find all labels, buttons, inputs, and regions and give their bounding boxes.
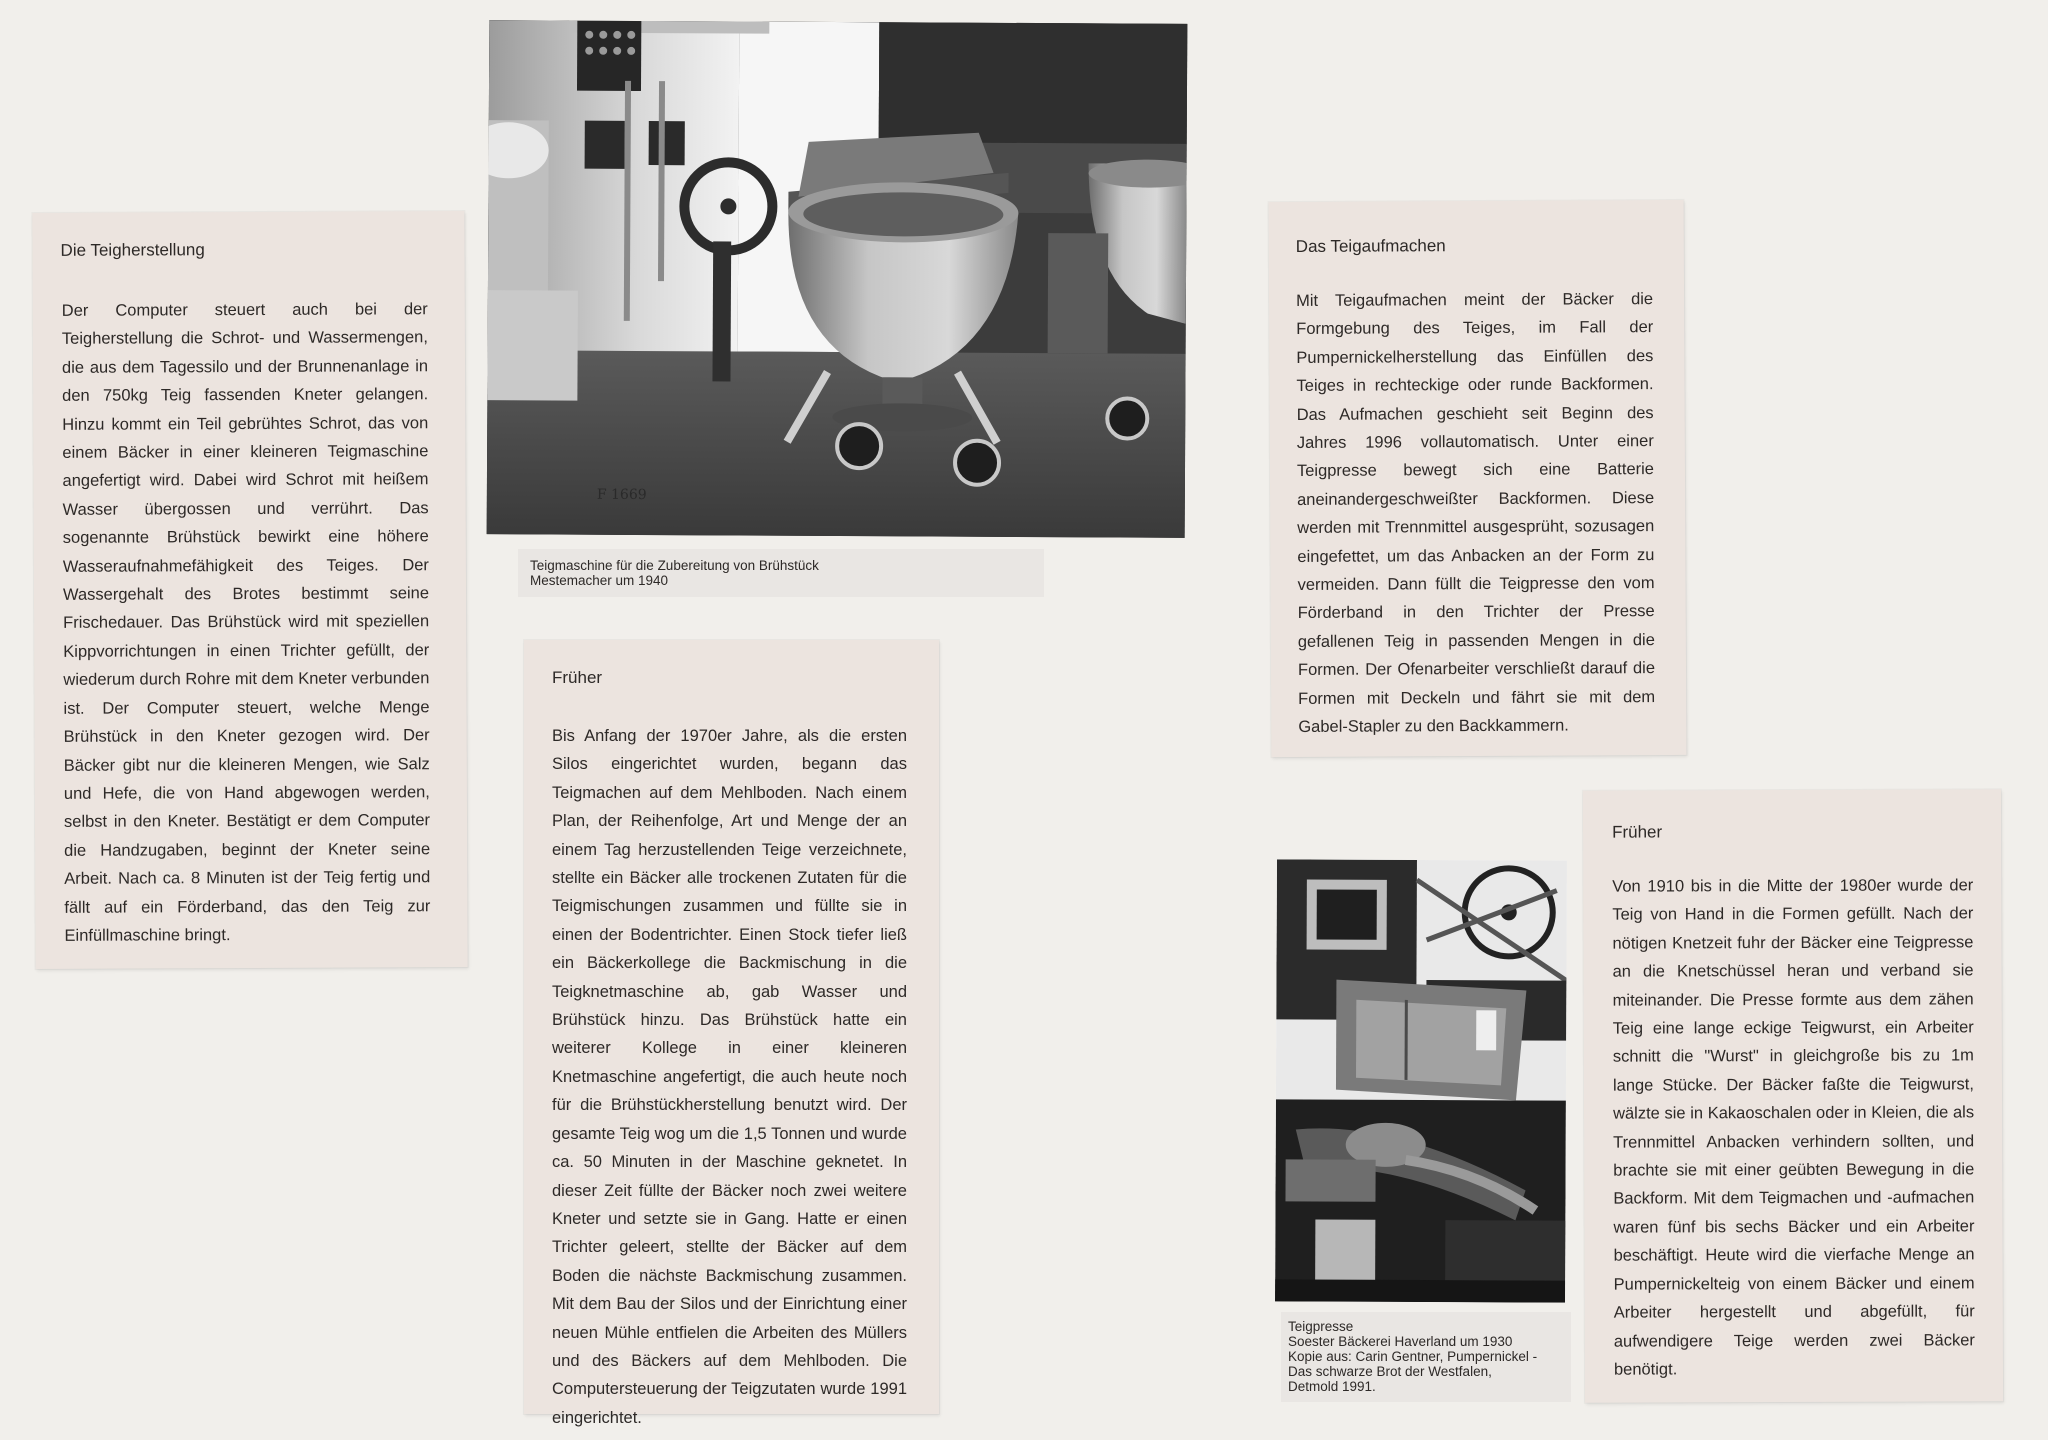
caption-line: Detmold 1991. <box>1288 1379 1376 1394</box>
panel-frueher-1 <box>524 640 939 1427</box>
caption-line: Kopie aus: Carin Gentner, Pumpernickel - <box>1288 1349 1538 1364</box>
caption-line: Teigpresse <box>1288 1319 1354 1334</box>
panel-title: Früher <box>1612 822 1663 842</box>
caption-line: Mestemacher um 1940 <box>530 573 669 588</box>
caption-line: Soester Bäckerei Haverland um 1930 <box>1288 1334 1513 1349</box>
photo-archive-number: F 1669 <box>596 486 647 504</box>
caption-teigpresse <box>1281 1312 1571 1402</box>
caption-teigmaschine <box>518 549 1044 597</box>
panel-title: Die Teigherstellung <box>60 240 205 260</box>
dough-machine-photo <box>487 20 1188 538</box>
panel-body: Bis Anfang der 1970er Jahre, als die ersten Silos eingerichtet wurden, begann das Teigmachen auf dem Mehlboden. Nach einem Plan, der Reihenfolge, Art und Menge der an einem Tag herzustellenden Teige verzeichnete, stellte ein Bäcker alle trockenen Zutaten für die Teigmischungen zusammen und füllte sie in einen der Bodentrichter. Einen Stock tiefer ließ ein Bäckerkollege die Backmischung in die Teigknetmaschine ab, gab Wasser und Brühstück hinzu. Das Brühstück hatte ein weiterer Kollege in einer kleineren Knetmaschine angefertigt, die auch heute noch für die Brühstückherstellung benutzt wird. Der gesamte Teig wog um die 1,5 Tonnen und wurde ca. 50 Minuten in der Maschine geknetet. In dieser Zeit füllte der Bäcker noch zwei weitere Kneter und setzte sie in Gang. Hatte er einen Trichter geleert, stellte der Bäcker auf dem Boden die nächste Backmischung zusammen. Mit dem Bau der Silos und der Einrichtung einer neuen Mühle entfielen die Arbeiten des Müllers und des Bäckers auf dem Mehlboden. Die Computersteuerung der Teigzutaten wurde 1991 eingerichtet. <box>552 727 907 1427</box>
panel-body: Von 1910 bis in die Mitte der 1980er wurde der Teig von Hand in die Formen gefüllt. Nach der nötigen Knetzeit fuhr der Bäcker eine Teigpresse an die Knetschüssel heran und verband sie miteinander. Die Presse formte aus dem zähen Teig eine lange eckige Teigwurst, ein Arbeiter schnitt die "Wurst" in gleichgroße bis zu 1m lange Stücke. Der Bäcker faßte die Teigwurst, wälzte sie in Kakaoschalen oder in Kleien, die als Trennmittel Anbacken verhindern sollten, und brachte sie mit einer geübten Bewegung in die Backform. Mit dem Teigmachen und -aufmachen waren fünf bis sechs Bäcker und ein Arbeiter beschäftigt. Heute wird die vierfache Menge an Pumpernickelteig von einem Bäcker und einem Arbeiter hergestellt und abgefüllt, für aufwendigere Teige werden zwei Bäcker benötigt. <box>1612 876 1975 1379</box>
dough-press-photo <box>1275 859 1567 1302</box>
panel-teigherstellung <box>32 211 467 969</box>
panel-title: Das Teigaufmachen <box>1295 236 1446 256</box>
panel-title: Früher <box>552 668 603 687</box>
panel-body: Mit Teigaufmachen meint der Bäcker die Formgebung des Teiges, im Fall der Pumpernickelherstellung das Einfüllen des Teiges in rechteckige oder runde Backformen. Das Aufmachen geschieht seit Beginn des Jahres 1996 vollautomatisch. Unter einer Teigpresse bewegt sich eine Batterie aneinandergeschweißter Backformen. Diese werden mit Trennmittel ausgesprüht, sozusagen eingefettet, um das Anbacken an der Form zu vermeiden. Dann füllt die Teigpresse den vom Förderband in den Trichter der Presse gefallenen Teig in passenden Mengen in die Formen. Der Ofenarbeiter verschließt darauf die Formen mit Deckeln und fährt sie mit dem Gabel-Stapler zu den Backkammern. <box>1296 290 1656 737</box>
caption-line: Teigmaschine für die Zubereitung von Brühstück <box>530 558 819 573</box>
panel-frueher-2 <box>1583 789 2003 1402</box>
photo-teigpresse <box>1275 859 1567 1302</box>
caption-line: Das schwarze Brot der Westfalen, <box>1288 1364 1492 1379</box>
panel-body: Der Computer steuert auch bei der Teigherstellung die Schrot- und Wassermengen, die aus dem Tagessilo und der Brunnenanlage in den 750kg Teig fassenden Kneter gelangen. Hinzu kommt ein Teil gebrühtes Schrot, das von einem Bäcker in einer kleineren Teigmaschine angefertigt wird. Dabei wird Schrot mit heißem Wasser übergossen und verrührt. Das sogenannte Brühstück bewirkt eine höhere Wasseraufnahmefähigkeit des Teiges. Der Wassergehalt des Brotes bestimmt seine Frischedauer. Das Brühstück wird mit speziellen Kippvorrichtungen in einen Trichter gefüllt, der wiederum durch Rohre mit dem Kneter verbunden ist. Der Computer steuert, welche Menge Brühstück in den Kneter gezogen wird. Der Bäcker gibt nur die kleineren Mengen, wie Salz und Hefe, die von Hand abgewogen werden, selbst in den Kneter. Bestätigt er dem Computer die Handzugaben, beginnt der Kneter seine Arbeit. Nach ca. 8 Minuten ist der Teig fertig und fällt auf ein Förderband, das den Teig zur Einfüllmaschine bringt. <box>61 300 431 945</box>
photo-teigmaschine <box>487 20 1188 538</box>
panel-teigaufmachen <box>1269 200 1687 757</box>
